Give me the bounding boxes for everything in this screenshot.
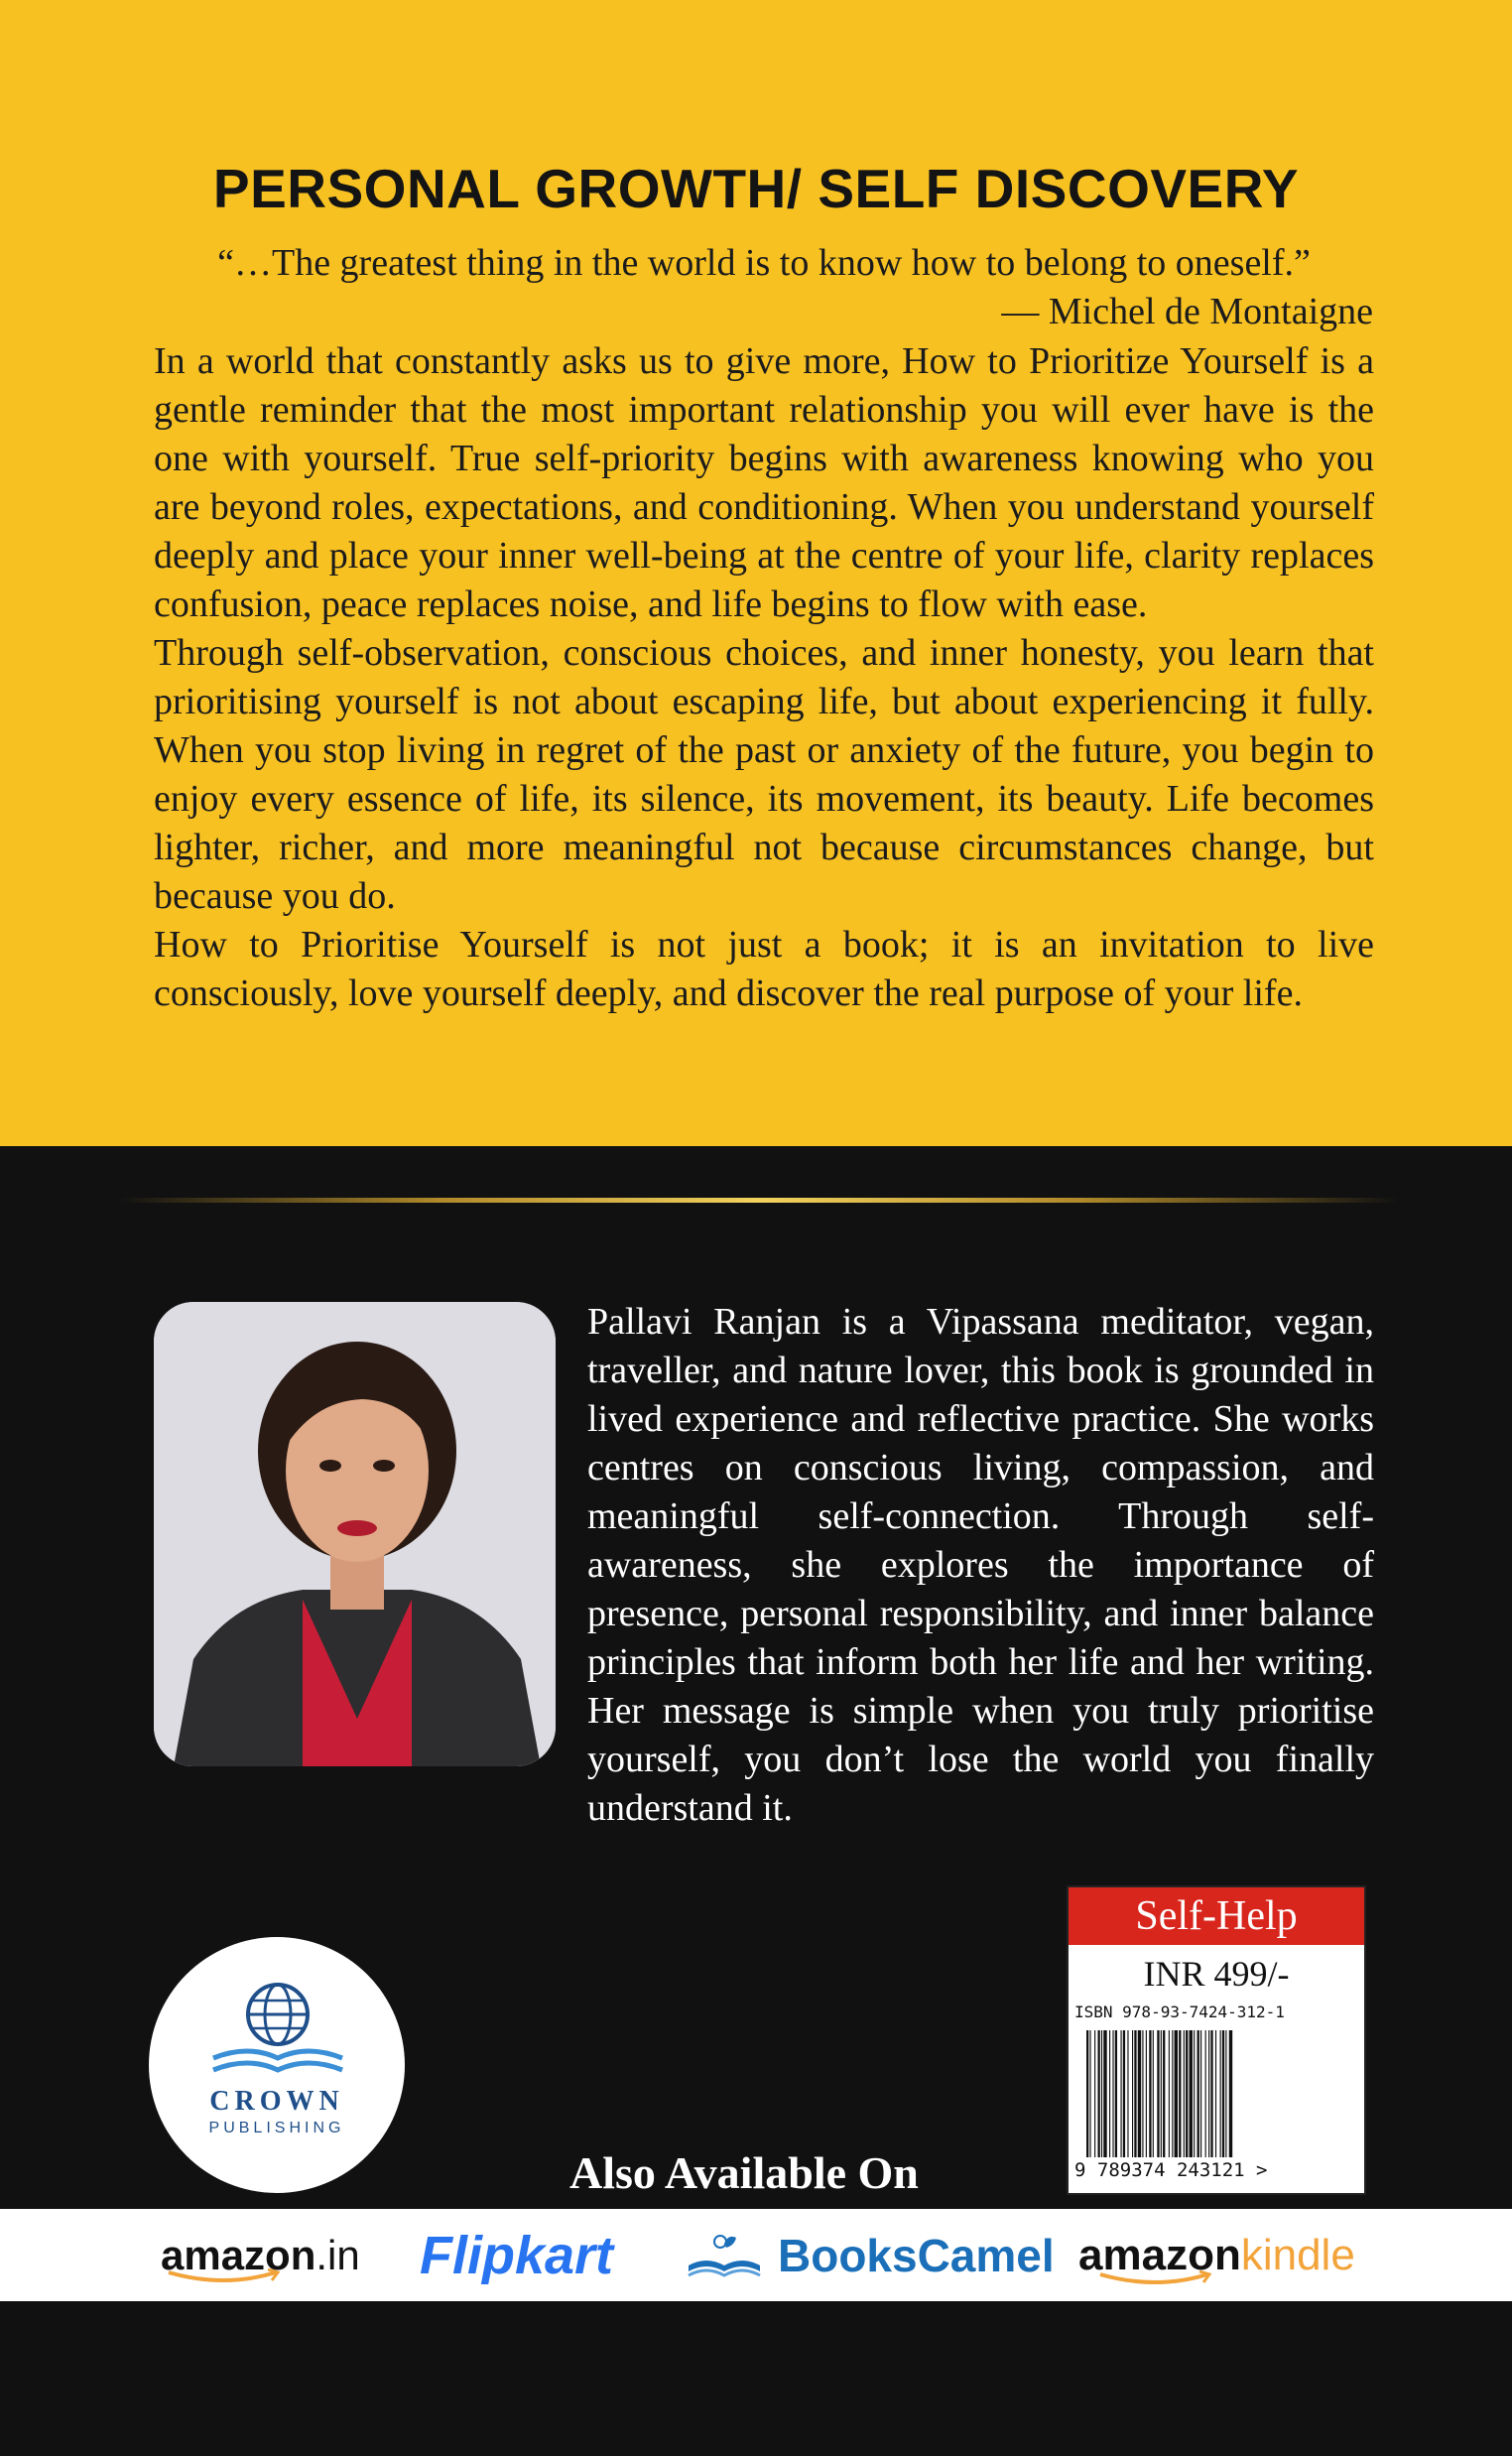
- kindle-wordmark: kindle: [1240, 2230, 1355, 2279]
- barcode-bar: [1094, 2030, 1095, 2157]
- also-available-heading: Also Available On: [569, 2147, 919, 2198]
- publisher-subtitle: PUBLISHING: [208, 2120, 345, 2136]
- genre-label: Self-Help: [1069, 1887, 1364, 1945]
- blurb-paragraph: Through self-observation, conscious choices, and inner honesty, you learn that prioritising yourself is not about escaping life, but about experiencing it fully. When you stop living in regret of the past or anxiety of the future, you begin to enjoy every essence of life, its silence, its movement, its beauty. Life becomes lighter, richer, and more meaningful not because circumstances change, but because you do.: [154, 632, 1374, 917]
- barcode-bar: [1200, 2030, 1201, 2157]
- epigraph-author: — Michel de Montaigne: [1001, 291, 1373, 332]
- barcode-bar: [1208, 2030, 1209, 2157]
- barcode-bar: [1222, 2030, 1224, 2157]
- flipkart-logo[interactable]: Flipkart: [420, 2225, 614, 2285]
- price-label: INR 499/-: [1143, 1954, 1290, 1994]
- barcode-bar: [1109, 2030, 1110, 2157]
- book-blurb: [154, 337, 1374, 1018]
- isbn-label: ISBN 978-93-7424-312-1: [1074, 2003, 1285, 2021]
- barcode-bar: [1197, 2030, 1199, 2157]
- author-photo: [154, 1302, 556, 1766]
- bookscamel-logo[interactable]: [685, 2209, 1055, 2301]
- category-heading: PERSONAL GROWTH/ SELF DISCOVERY: [212, 158, 1300, 219]
- publisher-name: CROWN: [209, 2086, 344, 2117]
- epigraph-quote: “…The greatest thing in the world is to know how to belong to oneself.”: [217, 242, 1311, 284]
- barcode-bar: [1190, 2030, 1193, 2157]
- barcode-bar: [1169, 2030, 1170, 2157]
- globe-book-icon: [203, 1975, 352, 2084]
- barcode-bar: [1205, 2030, 1206, 2157]
- barcode-bar: [1194, 2030, 1195, 2157]
- author-portrait-illustration: [154, 1302, 556, 1766]
- amazon-wordmark: amazon: [161, 2231, 316, 2278]
- bookscamel-wordmark: BooksCamel: [778, 2229, 1055, 2281]
- barcode-bar: [1103, 2030, 1106, 2157]
- amazon-in-logo[interactable]: [161, 2209, 360, 2301]
- barcode-bar: [1123, 2030, 1125, 2157]
- barcode-bar: [1153, 2030, 1154, 2157]
- amazon-smile-icon: [1096, 2270, 1215, 2286]
- store-strip: [0, 2209, 1512, 2301]
- barcode-bar: [1098, 2030, 1100, 2157]
- barcode-bar: [1161, 2030, 1162, 2157]
- barcode-bar: [1225, 2030, 1226, 2157]
- amazon-wordmark: amazon: [1078, 2230, 1241, 2279]
- barcode-bar: [1121, 2030, 1122, 2157]
- publisher-logo: [149, 1937, 405, 2193]
- price-box: [1067, 1885, 1366, 2195]
- barcode-bar: [1186, 2030, 1188, 2157]
- barcode-bar: [1149, 2030, 1151, 2157]
- amazon-smile-icon: [165, 2268, 284, 2284]
- amazon-kindle-logo[interactable]: [1078, 2209, 1355, 2301]
- barcode-bar: [1086, 2030, 1088, 2157]
- barcode-bar: [1134, 2030, 1136, 2157]
- barcode-bar: [1101, 2030, 1102, 2157]
- barcode-bar: [1115, 2030, 1117, 2157]
- blurb-paragraph: In a world that constantly asks us to give more, How to Prioritize Yourself is a gentle reminder that the most important relationship you will ever have is the one with yourself. True self-priority begins with awareness knowing who you are beyond roles, expectations, and conditioning. When you understand yourself deeply and place your inner well-being at the centre of your life, clarity replaces confusion, peace replaces noise, and life begins to flow with ease.: [154, 340, 1374, 625]
- author-bio: Pallavi Ranjan is a Vipassana meditator, vegan, traveller, and nature lover, this book is grounded in lived experience and reflective practice. She works centres on conscious living, compassion, and meaningful self-connection. Through self-awareness, she explores the importance of presence, personal responsibility, and inner balance principles that inform both her life and her writing. Her message is simple when you truly prioritise yourself, you don’t lose the world you finally understand it.: [587, 1301, 1374, 1829]
- barcode-bar: [1142, 2030, 1143, 2157]
- barcode-bar: [1163, 2030, 1165, 2157]
- barcode-bar: [1157, 2030, 1159, 2157]
- barcode-bar: [1146, 2030, 1147, 2157]
- barcode-bar: [1132, 2030, 1133, 2157]
- barcode-bar: [1229, 2030, 1232, 2157]
- barcode-bar: [1138, 2030, 1141, 2157]
- blurb-paragraph: How to Prioritise Yourself is not just a book; it is an invitation to live consciously, love yourself deeply, and discover the real purpose of your life.: [154, 924, 1374, 1014]
- open-book-icon: [685, 2226, 764, 2285]
- barcode-bar: [1172, 2030, 1173, 2157]
- barcode-bar: [1215, 2030, 1216, 2157]
- barcode-bar: [1112, 2030, 1113, 2157]
- barcode-digits: 9 789374 243121 >: [1074, 2159, 1268, 2181]
- barcode-bar: [1127, 2030, 1128, 2157]
- barcode-bar: [1089, 2030, 1090, 2157]
- barcode-bar: [1175, 2030, 1178, 2157]
- barcode-icon: [1086, 2030, 1346, 2157]
- barcode-bar: [1210, 2030, 1212, 2157]
- barcode-bar: [1184, 2030, 1185, 2157]
- barcode-bar: [1179, 2030, 1181, 2157]
- amazon-in-suffix: .in: [315, 2231, 360, 2278]
- gold-divider: [119, 1198, 1399, 1203]
- barcode-bar: [1220, 2030, 1221, 2157]
